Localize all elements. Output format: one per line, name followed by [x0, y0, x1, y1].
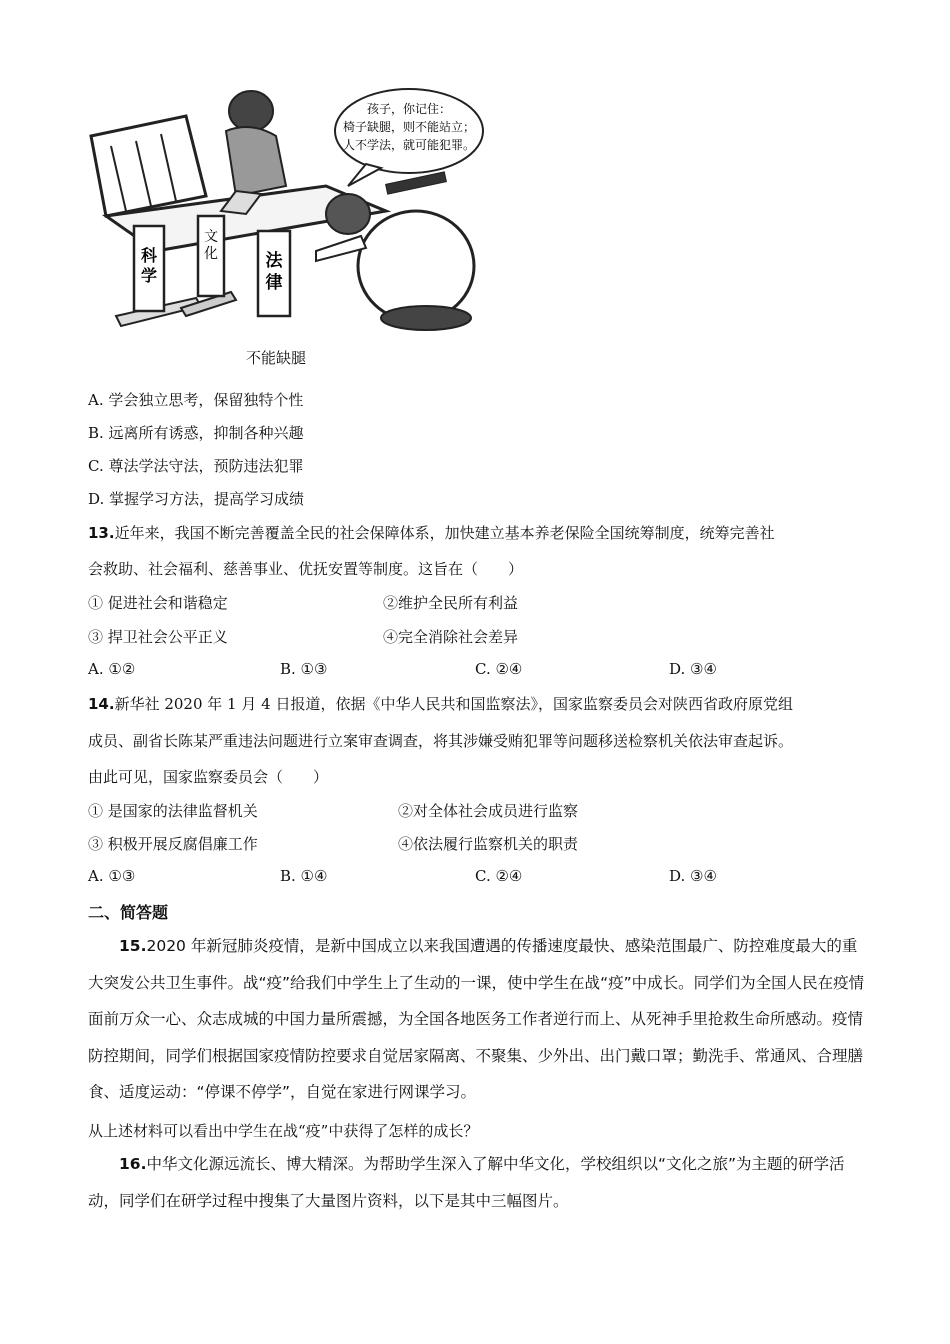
leg-label-culture-2: 化: [204, 246, 218, 262]
q15-body: 2020 年新冠肺炎疫情，是新中国成立以来我国遭遇的传播速度最快、感染范围最广、防控难度最大的重大突发公共卫生事件。战“疫”给我们中学生上了生动的一课，使中学生在战“疫”中成长。同学们为全国人民在疫情面前万众一心、众志成城的中国力量所震撼，为全国各地医务工作者逆行而上、从死神手里抢救生命所感动。疫情防控期间，同学们根据国家疫情防控要求自觉居家隔离、不聚集、少外出、出门戴口罩；勤洗手、常通风、合理膳食、适度运动：“停课不停学”，自觉在家进行网课学习。: [88, 937, 865, 1101]
q14-choice-c: C. ②④: [475, 867, 523, 885]
q13-item-4: ④完全消除社会差异: [383, 628, 519, 646]
q13-stem-line1: [88, 522, 775, 543]
q15-question: 从上述材料可以看出中学生在战“疫”中获得了怎样的成长？: [88, 1122, 479, 1140]
adult-leg: [381, 306, 471, 330]
child-head: [229, 91, 273, 131]
leg-label-law-2: 律: [265, 273, 283, 293]
q13-stem-line2: 会救助、社会福利、慈善事业、优抚安置等制度。这旨在（ ）: [88, 560, 524, 578]
q14-item-2: ②对全体社会成员进行监察: [398, 802, 579, 820]
chair-back: [91, 116, 206, 216]
child-body: [226, 127, 286, 196]
q13-line1-text: 近年来，我国不断完善覆盖全民的社会保障体系，加快建立基本养老保险全国统筹制度，统筹完善社: [114, 524, 775, 542]
leg-label-science-1: 科: [140, 246, 158, 265]
q12-option-c: C. 尊法学法守法，预防违法犯罪: [88, 457, 304, 475]
q15-number: 15.: [119, 937, 147, 955]
figure-caption: 不能缺腿: [246, 349, 307, 367]
q12-option-d: D. 掌握学习方法，提高学习成绩: [88, 490, 305, 508]
q14-stem-line3: 由此可见，国家监察委员会（ ）: [88, 768, 329, 786]
hammer: [386, 172, 447, 194]
q14-stem-line2: 成员、副省长陈某严重违法问题进行立案审查调查，将其涉嫌受贿犯罪等问题移送检察机关依法审查起诉。: [88, 732, 794, 750]
q13-choice-c: C. ②④: [475, 660, 523, 678]
q16-body: 中华文化源远流长、博大精深。为帮助学生深入了解中华文化，学校组织以“文化之旅”为主题的研学活动，同学们在研学过程中搜集了大量图片资料，以下是其中三幅图片。: [88, 1155, 845, 1210]
q13-number: 13.: [88, 524, 115, 542]
q16-paragraph: [88, 1146, 868, 1219]
q13-item-1: ① 促进社会和谐稳定: [88, 594, 228, 612]
speech-line-1: 孩子，你记住：: [366, 102, 452, 116]
q13-item-2: ②维护全民所有利益: [383, 594, 519, 612]
adult-head: [326, 194, 370, 234]
q16-number: 16.: [119, 1155, 147, 1173]
q14-item-3: ③ 积极开展反腐倡廉工作: [88, 835, 258, 853]
q12-option-b: B. 远离所有诱惑，抑制各种兴趣: [88, 424, 304, 442]
q14-stem-line1: [88, 693, 793, 714]
q13-choice-a: A. ①②: [88, 660, 136, 678]
speech-line-2: 椅子缺腿，则不能站立；: [342, 120, 476, 134]
q12-option-a: A. 学会独立思考，保留独特个性: [88, 391, 304, 409]
leg-label-science-2: 学: [140, 266, 158, 285]
q14-number: 14.: [88, 695, 115, 713]
adult-body: [358, 211, 474, 321]
leg-label-law-1: 法: [265, 251, 283, 271]
q14-item-1: ① 是国家的法律监督机关: [88, 802, 258, 820]
speech-line-3: 人不学法，就可能犯罪。: [342, 138, 476, 152]
section-heading: 二、简答题: [88, 903, 169, 922]
q14-choice-d: D. ③④: [669, 867, 717, 885]
q14-item-4: ④依法履行监察机关的职责: [398, 835, 579, 853]
q15-paragraph: [88, 928, 868, 1111]
cartoon-illustration: [86, 86, 484, 334]
q13-choice-b: B. ①③: [280, 660, 328, 678]
q13-choice-d: D. ③④: [669, 660, 717, 678]
leg-label-culture-1: 文: [204, 229, 218, 245]
q13-item-3: ③ 捍卫社会公平正义: [88, 628, 228, 646]
q14-line1-text: 新华社 2020 年 1 月 4 日报道，依据《中华人民共和国监察法》，国家监察委员会对陕西省政府原党组: [114, 695, 793, 713]
q14-choice-b: B. ①④: [280, 867, 328, 885]
q14-choice-a: A. ①③: [88, 867, 136, 885]
